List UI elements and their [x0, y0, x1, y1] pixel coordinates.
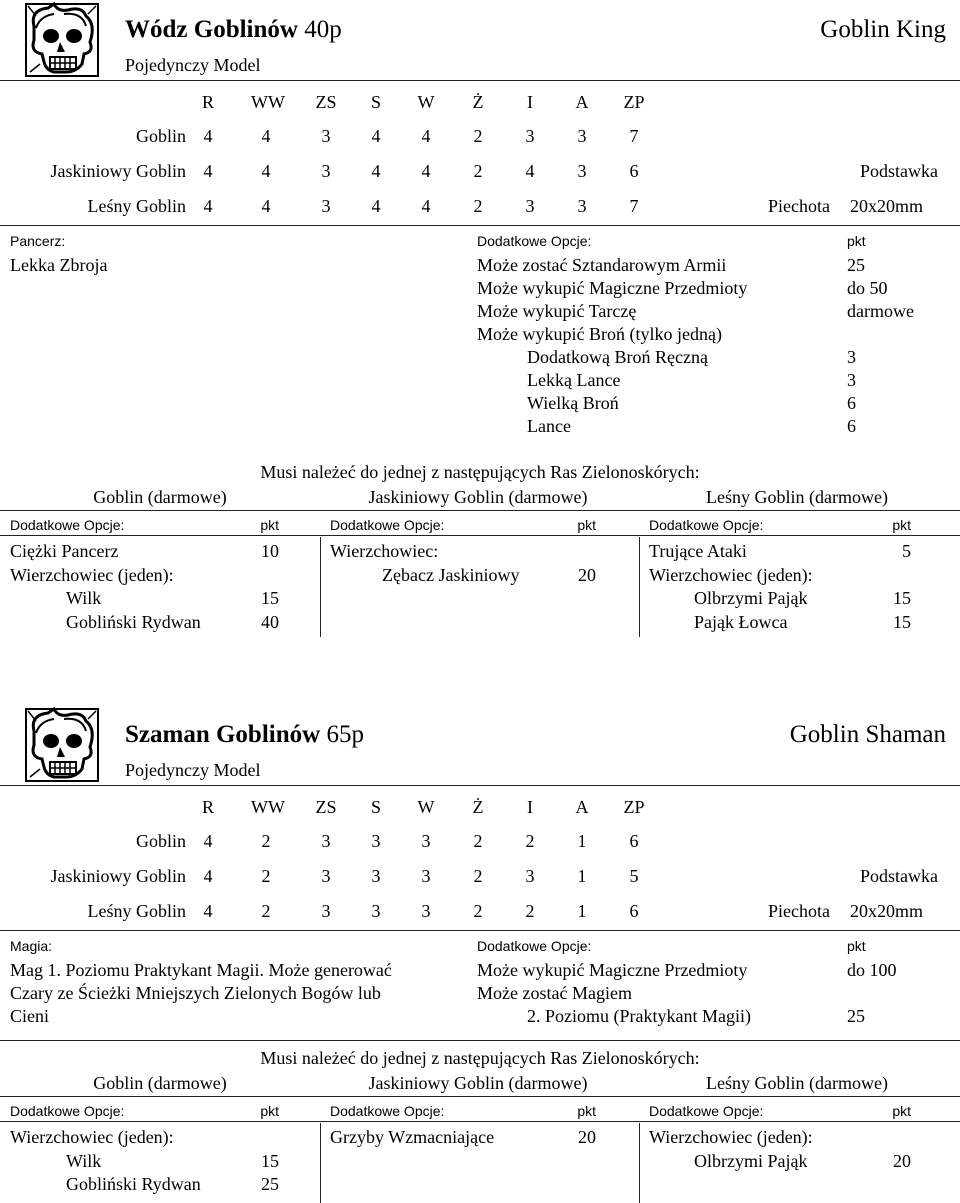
stat-value: 3: [371, 866, 381, 886]
divider-line: [0, 225, 960, 226]
unit-title: [125, 16, 342, 44]
stat-header: W: [417, 797, 435, 817]
stat-header: Ż: [472, 797, 484, 817]
race-option-cost: 15: [893, 611, 911, 632]
unit-name: Wódz Goblinów: [125, 16, 298, 43]
stat-value: 4: [203, 126, 213, 146]
race-option-label: Olbrzymi Pająk: [694, 588, 808, 608]
stat-value: 2: [473, 126, 483, 146]
race-name: Leśny Goblin (darmowe): [706, 487, 888, 507]
stat-value: 3: [421, 901, 431, 921]
race-option-label: Wierzchowiec:: [330, 541, 439, 561]
stat-value: 4: [371, 126, 381, 146]
divider-line: [0, 510, 960, 511]
race-option-label: Wilk: [66, 588, 102, 608]
race-option-label: Gobliński Rydwan: [66, 611, 201, 632]
sub-option-label: 2. Poziomu (Praktykant Magii): [527, 1006, 751, 1026]
sub-option-label: Wielką Broń: [527, 393, 619, 413]
race-option-cost: 25: [261, 1174, 279, 1194]
stat-value: 5: [629, 866, 639, 886]
stat-value: 2: [473, 196, 483, 216]
stat-value: 4: [421, 126, 431, 146]
race-name: Goblin (darmowe): [93, 1073, 227, 1093]
race-options-header: Dodatkowe Opcje:: [649, 1103, 764, 1119]
stat-value: 2: [473, 161, 483, 181]
unit-type: Piechota: [768, 901, 830, 921]
race-option-cost: 10: [261, 541, 279, 561]
base-label: Podstawka: [860, 161, 938, 181]
stat-value: 3: [421, 831, 431, 851]
stat-value: 2: [473, 831, 483, 851]
sub-option-label: Lance: [527, 416, 571, 436]
race-option-cost: 20: [893, 1150, 911, 1171]
race-option-cost: 15: [261, 1150, 279, 1171]
stat-header: I: [527, 92, 533, 112]
stat-value: 3: [321, 196, 331, 216]
option-cost: darmowe: [847, 301, 914, 321]
column-divider: [320, 1123, 321, 1203]
stat-value: 3: [577, 161, 587, 181]
unit-english-name: Goblin Shaman: [789, 721, 946, 748]
unit-title: [125, 721, 364, 749]
stat-value: 3: [577, 196, 587, 216]
stat-header: A: [575, 92, 589, 112]
divider-line: [0, 1121, 960, 1122]
skull-icon: [24, 2, 100, 78]
row-name: Leśny Goblin: [87, 901, 186, 921]
race-option-cost: 15: [261, 588, 279, 608]
race-option-label: Gobliński Rydwan: [66, 1174, 201, 1194]
stat-value: 3: [525, 196, 535, 216]
stat-value: 4: [203, 866, 213, 886]
race-option-cost: 20: [578, 564, 596, 585]
pkt-header: pkt: [847, 233, 866, 249]
stat-value: 4: [261, 196, 271, 216]
sub-option-label: Dodatkową Broń Ręczną: [527, 347, 708, 367]
option-label: Może wykupić Tarczę: [477, 301, 637, 321]
stat-value: 3: [321, 901, 331, 921]
option-label: Może zostać Magiem: [477, 983, 632, 1003]
option-label: Może wykupić Magiczne Przedmioty: [477, 278, 748, 298]
race-pkt-header: pkt: [892, 1103, 911, 1119]
column-divider: [639, 1123, 640, 1203]
stat-value: 4: [371, 161, 381, 181]
divider-line: [0, 785, 960, 786]
stat-value: 2: [261, 866, 271, 886]
stat-header: ZP: [623, 92, 645, 112]
base-label: Podstawka: [860, 866, 938, 886]
race-pkt-header: pkt: [260, 517, 279, 533]
stat-header: WW: [251, 92, 285, 112]
stat-value: 4: [421, 161, 431, 181]
left-header: Pancerz:: [10, 233, 66, 249]
stat-value: 3: [371, 831, 381, 851]
race-options-header: Dodatkowe Opcje:: [649, 517, 764, 533]
sub-option-cost: 6: [847, 416, 856, 436]
skull-icon: [24, 707, 100, 783]
unit-subtitle: Pojedynczy Model: [125, 55, 261, 75]
race-option-label: Grzyby Wzmacniające: [330, 1127, 495, 1147]
race-options-header: Dodatkowe Opcje:: [330, 1103, 445, 1119]
race-options-header: Dodatkowe Opcje:: [10, 1103, 125, 1119]
row-name: Leśny Goblin: [87, 196, 186, 216]
divider-line: [0, 930, 960, 931]
stat-header: S: [370, 92, 381, 112]
divider-line: [0, 1040, 960, 1041]
options-header: Dodatkowe Opcje:: [477, 233, 592, 249]
stat-header: S: [370, 797, 381, 817]
stat-value: 2: [473, 866, 483, 886]
race-note: Musi należeć do jednej z następujących Ras Zielonoskórych:: [260, 462, 700, 482]
race-option-label: Trujące Ataki: [649, 541, 747, 561]
divider-line: [0, 535, 960, 536]
race-name: Jaskiniowy Goblin (darmowe): [368, 487, 588, 507]
unit-points: 65p: [326, 721, 364, 748]
stat-header: ZP: [623, 797, 645, 817]
race-option-label: Wierzchowiec (jeden):: [10, 564, 174, 585]
magic-text-line: Mag 1. Poziomu Praktykant Magii. Może generować: [10, 960, 392, 980]
sub-option-cost: 25: [847, 1006, 865, 1026]
stat-value: 2: [261, 901, 271, 921]
race-options-header: Dodatkowe Opcje:: [330, 517, 445, 533]
stat-value: 4: [203, 901, 213, 921]
stat-value: 2: [525, 831, 535, 851]
stat-value: 2: [261, 831, 271, 851]
stat-value: 4: [261, 161, 271, 181]
stat-value: 2: [525, 901, 535, 921]
option-label: Może wykupić Broń (tylko jedną): [477, 324, 722, 344]
stat-value: 4: [421, 196, 431, 216]
race-pkt-header: pkt: [577, 1103, 596, 1119]
stat-value: 3: [321, 126, 331, 146]
armour-text: Lekka Zbroja: [10, 255, 108, 275]
stat-value: 3: [577, 126, 587, 146]
row-name: Jaskiniowy Goblin: [50, 866, 186, 886]
sub-option-cost: 6: [847, 393, 856, 413]
base-size: 20x20mm: [850, 196, 924, 216]
options-header: Dodatkowe Opcje:: [477, 938, 592, 954]
row-name: Jaskiniowy Goblin: [50, 161, 186, 181]
race-option-label: Olbrzymi Pająk: [694, 1150, 808, 1171]
divider-line: [0, 1096, 960, 1097]
option-cost: 25: [847, 255, 865, 275]
stat-value: 1: [577, 901, 587, 921]
stat-value: 4: [525, 161, 535, 181]
sub-option-cost: 3: [847, 347, 856, 367]
left-header: Magia:: [10, 938, 53, 954]
option-label: Może zostać Sztandarowym Armii: [477, 255, 727, 275]
race-note: Musi należeć do jednej z następujących Ras Zielonoskórych:: [260, 1048, 700, 1068]
stat-header: ZS: [315, 92, 337, 112]
stat-value: 3: [321, 161, 331, 181]
stat-header: Ż: [472, 92, 484, 112]
stat-header: I: [527, 797, 533, 817]
race-pkt-header: pkt: [260, 1103, 279, 1119]
sub-option-label: Lekką Lance: [527, 370, 621, 390]
stat-value: 6: [629, 831, 639, 851]
unit-subtitle: Pojedynczy Model: [125, 760, 261, 780]
race-option-label: Wierzchowiec (jeden):: [10, 1127, 174, 1147]
stat-header: W: [417, 92, 435, 112]
race-option-cost: 15: [893, 588, 911, 608]
stat-header: R: [201, 92, 214, 112]
option-cost: do 100: [847, 960, 897, 980]
stat-value: 4: [371, 196, 381, 216]
race-option-label: Zębacz Jaskiniowy: [382, 564, 520, 585]
option-cost: do 50: [847, 278, 888, 298]
stat-value: 4: [203, 161, 213, 181]
race-option-label: Ciężki Pancerz: [10, 541, 119, 561]
race-option-label: Wierzchowiec (jeden):: [649, 564, 813, 585]
race-name: Leśny Goblin (darmowe): [706, 1073, 888, 1093]
stat-header: A: [575, 797, 589, 817]
stat-value: 1: [577, 831, 587, 851]
column-divider: [639, 537, 640, 637]
stat-value: 3: [321, 866, 331, 886]
divider-line: [0, 80, 960, 81]
stat-header: ZS: [315, 797, 337, 817]
magic-text-line: Cieni: [10, 1006, 49, 1026]
race-pkt-header: pkt: [892, 517, 911, 533]
pkt-header: pkt: [847, 938, 866, 954]
stat-value: 3: [321, 831, 331, 851]
stat-value: 6: [629, 161, 639, 181]
option-label: Może wykupić Magiczne Przedmioty: [477, 960, 748, 980]
stat-value: 4: [203, 196, 213, 216]
stat-value: 3: [371, 901, 381, 921]
race-option-cost: 5: [902, 541, 911, 561]
race-pkt-header: pkt: [577, 517, 596, 533]
race-option-label: Wierzchowiec (jeden):: [649, 1127, 813, 1147]
stat-value: 7: [629, 126, 639, 146]
stat-value: 3: [525, 126, 535, 146]
stat-value: 3: [421, 866, 431, 886]
race-name: Goblin (darmowe): [93, 487, 227, 507]
race-name: Jaskiniowy Goblin (darmowe): [368, 1073, 588, 1093]
base-size: 20x20mm: [850, 901, 924, 921]
stat-value: 4: [203, 831, 213, 851]
stat-value: 7: [629, 196, 639, 216]
sub-option-cost: 3: [847, 370, 856, 390]
race-option-cost: 20: [578, 1127, 596, 1147]
race-options-header: Dodatkowe Opcje:: [10, 517, 125, 533]
row-name: Goblin: [135, 126, 186, 146]
column-divider: [320, 537, 321, 637]
stat-value: 6: [629, 901, 639, 921]
stat-header: R: [201, 797, 214, 817]
magic-text-line: Czary ze Ścieżki Mniejszych Zielonych Bogów lub: [10, 983, 381, 1003]
stat-header: WW: [251, 797, 285, 817]
stat-value: 4: [261, 126, 271, 146]
unit-name: Szaman Goblinów: [125, 721, 321, 748]
race-option-label: Wilk: [66, 1150, 102, 1171]
unit-english-name: Goblin King: [820, 16, 946, 43]
stat-value: 3: [525, 866, 535, 886]
race-option-label: Pająk Łowca: [694, 611, 788, 632]
unit-points: 40p: [304, 16, 342, 43]
unit-type: Piechota: [768, 196, 830, 216]
row-name: Goblin: [135, 831, 186, 851]
race-option-cost: 40: [261, 611, 279, 632]
stat-value: 2: [473, 901, 483, 921]
stat-value: 1: [577, 866, 587, 886]
